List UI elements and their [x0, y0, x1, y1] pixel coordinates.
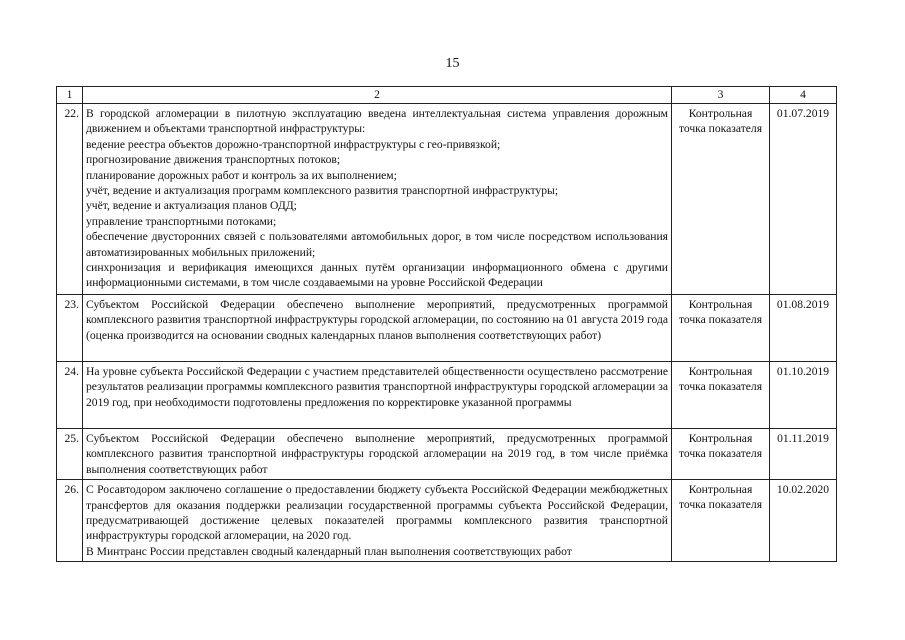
row-description: [83, 429, 672, 480]
description-line: Субъектом Российской Федерации обеспечено выполнение мероприятий, предусмотренных программой комплексного развития транспортной инфраструктуры городской агломерации на 2019 год, в том числе приёмка выполнения соответствующих работ: [86, 432, 668, 476]
type-label: точка показателя: [678, 498, 763, 512]
type-label: точка показателя: [678, 447, 763, 460]
header-col-2: 2: [83, 87, 672, 104]
type-label: Контрольная: [688, 107, 753, 120]
table-row: [57, 480, 837, 562]
row-type: [672, 362, 770, 429]
plan-table: [56, 86, 837, 562]
description-line: ведение реестра объектов дорожно-транспортной инфраструктуры с гео-привязкой;: [86, 137, 501, 151]
row-date: 01.10.2019: [770, 362, 837, 429]
row-type: [672, 295, 770, 362]
table-row: [57, 362, 837, 429]
header-row: [57, 87, 837, 104]
description-line: Субъектом Российской Федерации обеспечено выполнение мероприятий, предусмотренных программой комплексного развития транспортной инфраструктуры городской агломерации, по состоянию на 01 августа 2019 года (оценка производится на основании сводных календарных планов выполнения соответствующих работ): [86, 298, 668, 342]
type-label: точка показателя: [678, 380, 763, 393]
description-line: В Минтранс России представлен сводный календарный план выполнения соответствующих работ: [86, 544, 572, 558]
row-date: 10.02.2020: [770, 480, 837, 562]
header-col-3: 3: [672, 87, 770, 104]
row-number: 22.: [57, 104, 83, 295]
row-number: 25.: [57, 429, 83, 480]
header-col-4: 4: [770, 87, 837, 104]
row-description: [83, 295, 672, 362]
description-line: учёт, ведение и актуализация программ комплексного развития транспортной инфраструктуры;: [86, 184, 559, 198]
row-number: 23.: [57, 295, 83, 362]
page-number: 15: [445, 56, 460, 71]
row-number: 26.: [57, 480, 83, 562]
description-line: управление транспортными потоками;: [86, 214, 277, 228]
description-line: В городской агломерации в пилотную эксплуатацию введена интеллектуальная система управления дорожным движением и объектами транспортной инфраструктуры:: [86, 107, 668, 136]
description-line: обеспечение двусторонних связей с пользователями автомобильных дорог, в том числе посредством использования автоматизированных мобильных приложений;: [86, 230, 668, 259]
description-line: синхронизация и верификация имеющихся данных путём организации информационного обмена с другими информационными системами, в том числе создаваемыми на уровне Российской Федерации: [86, 261, 668, 290]
type-label: Контрольная: [688, 298, 753, 311]
type-label: Контрольная: [688, 483, 753, 497]
description-line: прогнозирование движения транспортных потоков;: [86, 153, 341, 167]
description-line: планирование дорожных работ и контроль за их выполнением;: [86, 168, 397, 182]
type-label: Контрольная: [688, 432, 753, 445]
row-number: 24.: [57, 362, 83, 429]
row-date: 01.08.2019: [770, 295, 837, 362]
row-type: [672, 480, 770, 562]
row-description: [83, 480, 672, 562]
type-label: Контрольная: [688, 365, 753, 378]
row-description: [83, 362, 672, 429]
row-date: 01.07.2019: [770, 104, 837, 295]
description-line: учёт, ведение и актуализация планов ОДД;: [86, 199, 297, 213]
description-line: На уровне субъекта Российской Федерации с участием представителей общественности осуществлено рассмотрение результатов реализации программы комплексного развития транспортной инфраструктуры городской агломерации за 2019 год, при необходимости подготовлены предложения по корректировке указанной программы: [86, 365, 668, 409]
type-label: точка показателя: [678, 122, 763, 135]
header-col-1: 1: [57, 87, 83, 104]
row-type: [672, 104, 770, 295]
row-date: 01.11.2019: [770, 429, 837, 480]
table-row: [57, 429, 837, 480]
row-description: [83, 104, 672, 295]
table-row: [57, 104, 837, 295]
row-type: [672, 429, 770, 480]
type-label: точка показателя: [678, 313, 763, 326]
table-row: [57, 295, 837, 362]
description-line: С Росавтодором заключено соглашение о предоставлении бюджету субъекта Российской Федерации межбюджетных трансфертов для оказания поддержки реализации государственной программы субъекта Российской Федерации, предусматривающей достижение целевых показателей программы комплексного развития транспортной инфраструктуры городской агломерации, на 2020 год.: [86, 483, 668, 543]
